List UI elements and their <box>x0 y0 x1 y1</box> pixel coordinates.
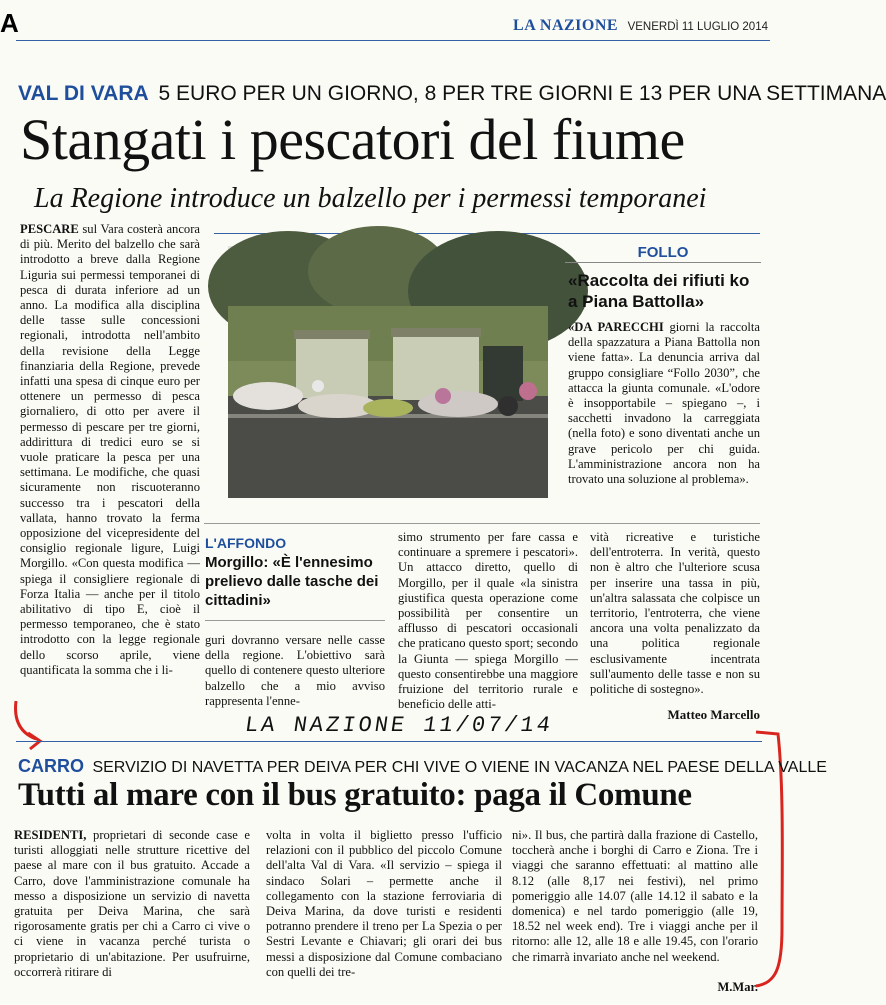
issue-date: VENERDÌ 11 LUGLIO 2014 <box>627 21 768 33</box>
follo-lead: «DA PARECCHI <box>568 320 664 334</box>
follo-body <box>568 320 760 510</box>
article2-column-3: ni». Il bus, che partirà dalla frazione di Castello, toccherà anche i borghi di Carro e Ziona. Tre i viaggi che saranno effettuati: al mattino alle 8.12 (alle 8,17 nei festivi), nel primo pomeriggio alle 14.07 (alle 14.12 il sabato e la domenica) e nel tardo pomeriggio (alle 19, 18.52 nel week end). Tre i viaggi anche per il ritorno: alle 12, alle 18 e alle 19.45, con l'orario che rimarrà invariato anche nel weekend. <box>512 828 758 964</box>
garbage-photo <box>228 246 548 498</box>
article2-lead-word: RESIDENTI, <box>14 828 87 842</box>
follo-section-label: FOLLO <box>637 244 689 261</box>
affondo-title: Morgillo: «È l'ennesimo prelievo dalle tasche dei cittadini» <box>205 554 379 609</box>
follo-rule <box>565 262 761 263</box>
follo-title: «Raccolta dei rifiuti ko a Piana Battolla» <box>568 271 750 311</box>
handwritten-note: LA NAZIONE 11/07/14 <box>243 713 555 738</box>
follo-text: giorni la raccolta della spazzatura a Piana Battolla non viene fatta». La denuncia arriva dal gruppo consigliare “Follo 2030”, che attacca la giunta comunale. «L'odore è insopportabile – spiegano –, i sacchetti invadono la carreggiata (nella foto) e sono diventati anche un grave pericolo per chi guida. L'amministrazione ancora non ha trovato una soluzione al problema». <box>568 320 760 487</box>
box-mid-rule <box>204 523 760 524</box>
article2-headline: Tutti al mare con il bus gratuito: paga il Comune <box>18 777 692 813</box>
affondo-label: L'AFFONDO <box>205 535 287 551</box>
masthead-rule <box>16 40 770 41</box>
article1-column-4: vità ricreative e turistiche dell'entroterra. In verità, questo non è altro che l'ulteriore scusa per inserire una tassa in più, un'altra salassata che colpisce un territorio, l'entroterra, che viene ancora una volta penalizzato da una politica regionale esclusivamente incentrata sull'aumento delle tasse e non su politiche di sostegno». <box>590 530 760 697</box>
article1-column-1 <box>20 222 200 722</box>
article2-column-1 <box>14 828 250 996</box>
article2-column-2: volta in volta il biglietto presso l'ufficio relazioni con il pubblico del piccolo Comune dell'alta Val di Vara. «Il servizio – spiega il sindaco Solari – permette anche il collegamento con la stazione ferroviaria di Deiva Marina, da dove turisti e residenti potranno prendere il treno per La Spezia o per Sestri Levante e Chiavari; gli orari dei bus messi a disposizione dal Comune combaciano con quelli dei tre- <box>266 828 502 979</box>
article1-column-3: simo strumento per fare cassa e continuare a spremere i pescatori». Un attacco diretto, quello di Morgillo, per il quale «la sinistra giustifica questa operazione come possibilità per consentire un afflusso di pescatori occasionali che praticano questo sport; secondo la Giunta — spiega Morgillo — questo consentirebbe una maggiore fruizione del territorio rurale e beneficio delle atti- <box>398 530 578 712</box>
article2-column-1-text: proprietari di seconde case e turisti alloggiati nelle strutture ricettive del paese al mare con il bus gratuito. Accade a Carro, dove l'amministrazione comunale ha messo a disposizione un servizio di navetta gratuita per Deiva Marina, che sarà rigorosamente gratis per chi a Carro ci vive o ci viene in vacanza perché turista o proprietario di un'abitazione. Per usufruirne, occorrerà ritirare di <box>14 828 250 979</box>
article1-kicker-text: 5 EURO PER UN GIORNO, 8 PER TRE GIORNI E 13 PER UNA SETTIMANA <box>158 82 886 105</box>
article1-kicker-place: VAL DI VARA <box>18 82 149 105</box>
article1-byline: Matteo Marcello <box>667 707 760 722</box>
page-corner-letter: A <box>0 8 19 38</box>
article1-subhead: La Regione introduce un balzello per i permessi temporanei <box>34 183 707 214</box>
affondo-rule <box>205 620 385 621</box>
article2-byline: M.Mar. <box>717 980 758 994</box>
article1-kicker <box>18 82 886 106</box>
newspaper-name: LA NAZIONE <box>513 17 619 34</box>
masthead <box>513 17 768 35</box>
article2-kicker-text: SERVIZIO DI NAVETTA PER DEIVA PER CHI VIVE O VIENE IN VACANZA NEL PAESE DELLA VALLE <box>92 759 827 776</box>
article2-kicker <box>18 756 827 777</box>
article2-top-rule <box>16 741 762 742</box>
article1-headline: Stangati i pescatori del fiume <box>20 107 685 172</box>
article1-column-2: guri dovranno versare nelle casse della regione. L'obiettivo sarà quello di contenere questo ulteriore balzello che a mio avviso rappresenta l'enne- <box>205 633 385 708</box>
article1-column-1-text: sul Vara costerà ancora di più. Merito del balzello che sarà introdotto a breve dalla Regione Liguria sui permessi temporanei di pesca di durata inferiore ad un anno. La modifica alla disciplina delle tasse sulle concessioni regionali, introdotta nell'ambito della revisione della Legge finanziaria della Regione, prevede infatti una spesa di cinque euro per ottenere un permesso di pesca giornaliero, di otto per avere il permesso di pescare per tre giorni, addirittura di tredici euro se si vuole praticare la pesca per una settimana. Le modifiche, che quasi sicuramente non riscuoteranno successo tra i pescatori della vallata, hanno trovato la ferma opposizione del vicepresidente del consiglio regionale ligure, Luigi Morgillo. «Con questa modifica — spiega il consigliere regionale di Forza Italia — anche per il titolo abilitativo di tipo E, cioè il permesso temporaneo, che è stato introdotto con la legge regionale dello scorso aprile, viene quantificata la somma che i li- <box>20 222 201 677</box>
article1-lead-word: PESCARE <box>20 222 79 236</box>
garbage-bins-image <box>228 246 548 498</box>
article2-kicker-place: CARRO <box>18 756 84 776</box>
red-arrow-mark <box>8 697 58 757</box>
